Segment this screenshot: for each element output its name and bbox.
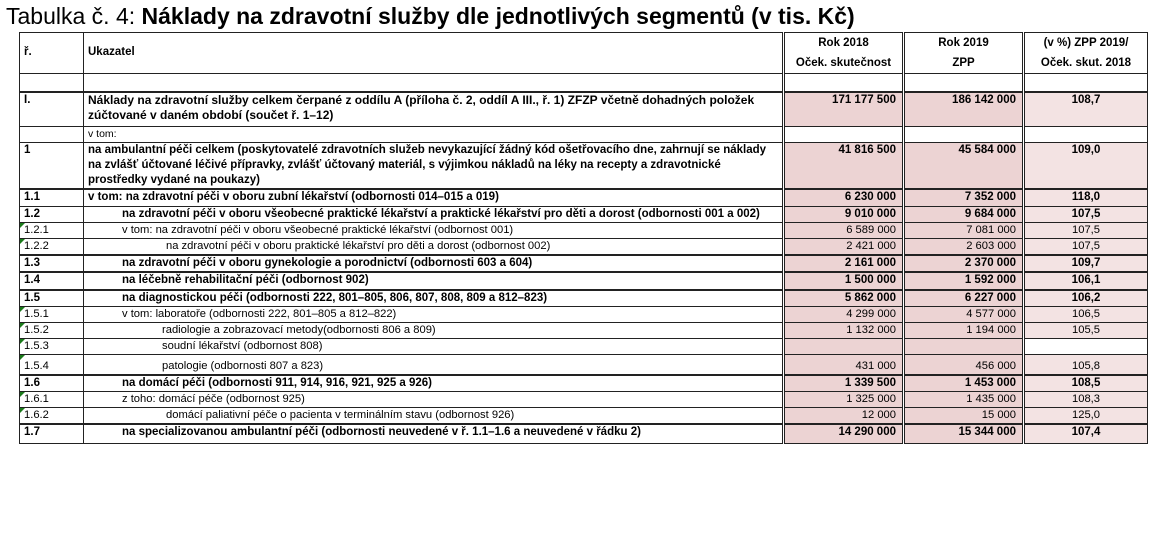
row-code: 1.5	[20, 290, 84, 307]
row-value-2018: 6 589 000	[784, 222, 904, 238]
row-value-2019: 1 435 000	[904, 392, 1024, 408]
row-value-2018: 12 000	[784, 408, 904, 425]
table-row	[20, 408, 1148, 425]
row-code: 1.2	[20, 206, 84, 222]
table-row	[20, 339, 1148, 355]
row-value-2019: 1 194 000	[904, 322, 1024, 338]
table-row	[20, 222, 1148, 238]
caption-prefix: Tabulka č. 4:	[6, 3, 142, 29]
table-caption	[6, 3, 855, 30]
cell-comment-marker	[20, 339, 25, 344]
table-row	[20, 392, 1148, 408]
row-code-text: 1.6.2	[24, 409, 49, 422]
row-code-text: 1.6.1	[24, 393, 49, 406]
row-value-2018: 2 421 000	[784, 238, 904, 255]
row-code-text: 1.2.2	[24, 239, 49, 252]
row-value-2019: 456 000	[904, 355, 1024, 375]
row-code	[20, 126, 84, 142]
row-percent: 107,5	[1024, 206, 1148, 222]
header-2019-line1: Rok 2019	[938, 37, 989, 49]
row-percent: 106,1	[1024, 272, 1148, 289]
row-percent: 109,7	[1024, 255, 1148, 272]
row-value-2019: 15 344 000	[904, 424, 1024, 443]
row-value-2018: 1 325 000	[784, 392, 904, 408]
cell-comment-marker	[20, 355, 25, 360]
spacer-row	[20, 74, 1148, 93]
row-value-2018: 431 000	[784, 355, 904, 375]
row-code: I.	[20, 92, 84, 126]
table-row	[20, 206, 1148, 222]
row-code	[20, 322, 84, 338]
row-code: 1.3	[20, 255, 84, 272]
header-pct-line1: (v %) ZPP 2019/	[1043, 37, 1129, 49]
row-code	[20, 408, 84, 425]
row-label: v tom: na zdravotní péči v oboru všeobecné praktické lékařství (odbornost 001)	[84, 222, 784, 238]
table-row	[20, 322, 1148, 338]
row-value-2019: 7 352 000	[904, 189, 1024, 206]
header-2018-line1: Rok 2018	[818, 37, 869, 49]
row-value-2019: 15 000	[904, 408, 1024, 425]
row-percent: 107,5	[1024, 222, 1148, 238]
row-code-text: 1.5.1	[24, 307, 49, 320]
header-2018	[784, 33, 904, 74]
row-code	[20, 222, 84, 238]
table-row	[20, 424, 1148, 443]
row-code-text: 1.5.3	[24, 340, 49, 353]
cell-comment-marker	[20, 323, 25, 328]
table-row	[20, 306, 1148, 322]
table-row	[20, 290, 1148, 307]
row-code	[20, 339, 84, 355]
row-percent: 105,5	[1024, 322, 1148, 338]
row-label: v tom: laboratoře (odbornosti 222, 801–805 a 812–822)	[84, 306, 784, 322]
cost-table	[19, 32, 1148, 444]
cell-comment-marker	[20, 408, 25, 413]
row-value-2018	[784, 126, 904, 142]
header-ukazatel: Ukazatel	[84, 33, 784, 74]
row-value-2018: 1 132 000	[784, 322, 904, 338]
table-row	[20, 142, 1148, 189]
row-label: na zdravotní péči v oboru praktické lékařství pro děti a dorost (odbornost 002)	[84, 238, 784, 255]
row-code-text: 1.5.2	[24, 323, 49, 336]
row-percent: 107,4	[1024, 424, 1148, 443]
row-percent	[1024, 126, 1148, 142]
row-percent: 106,5	[1024, 306, 1148, 322]
table-row	[20, 238, 1148, 255]
row-value-2018: 14 290 000	[784, 424, 904, 443]
row-code: 1	[20, 142, 84, 189]
table-row	[20, 255, 1148, 272]
row-code: 1.7	[20, 424, 84, 443]
row-value-2019: 2 603 000	[904, 238, 1024, 255]
header-2018-line2: Oček. skutečnost	[795, 57, 892, 69]
row-value-2019: 4 577 000	[904, 306, 1024, 322]
row-code-text: 1.5.4	[24, 359, 49, 372]
row-value-2018: 1 339 500	[784, 375, 904, 392]
row-code: 1.4	[20, 272, 84, 289]
row-code	[20, 392, 84, 408]
row-code-text: 1.2.1	[24, 223, 49, 236]
row-percent: 105,8	[1024, 355, 1148, 375]
row-value-2018: 2 161 000	[784, 255, 904, 272]
header-r: ř.	[20, 33, 84, 74]
row-percent: 107,5	[1024, 238, 1148, 255]
row-value-2018: 171 177 500	[784, 92, 904, 126]
row-label: na domácí péči (odbornosti 911, 914, 916, 921, 925 a 926)	[84, 375, 784, 392]
table-row	[20, 189, 1148, 206]
row-value-2019: 1 453 000	[904, 375, 1024, 392]
header-pct-line2: Oček. skut. 2018	[1040, 57, 1132, 69]
row-label: na léčebně rehabilitační péči (odbornost 902)	[84, 272, 784, 289]
table-row	[20, 355, 1148, 375]
row-value-2018: 4 299 000	[784, 306, 904, 322]
row-label: na zdravotní péči v oboru gynekologie a porodnictví (odbornosti 603 a 604)	[84, 255, 784, 272]
row-value-2019	[904, 339, 1024, 355]
cell-comment-marker	[20, 239, 25, 244]
row-percent: 106,2	[1024, 290, 1148, 307]
row-label: domácí paliativní péče o pacienta v terminálním stavu (odbornost 926)	[84, 408, 784, 425]
row-value-2019: 6 227 000	[904, 290, 1024, 307]
row-code: 1.6	[20, 375, 84, 392]
row-label: radiologie a zobrazovací metody(odbornosti 806 a 809)	[84, 322, 784, 338]
cell-comment-marker	[20, 392, 25, 397]
row-label: patologie (odbornosti 807 a 823)	[84, 355, 784, 375]
row-label: Náklady na zdravotní služby celkem čerpané z oddílu A (příloha č. 2, oddíl A III., ř. 1) ZFZP včetně dohadných položek zúčtované v daném období (součet ř. 1–12)	[84, 92, 784, 126]
row-label: z toho: domácí péče (odbornost 925)	[84, 392, 784, 408]
table-row	[20, 126, 1148, 142]
row-label: v tom:	[84, 126, 784, 142]
row-value-2018: 1 500 000	[784, 272, 904, 289]
row-label: soudní lékařství (odbornost 808)	[84, 339, 784, 355]
row-percent: 109,0	[1024, 142, 1148, 189]
row-value-2018: 41 816 500	[784, 142, 904, 189]
row-label: na ambulantní péči celkem (poskytovatelé zdravotních služeb nevykazující žádný kód ošetřovacího dne, zahrnují se náklady na zvlášť účtované léčivé přípravky, zvlášť účtovaný materiál, s výjimkou nákladů na léky na recepty a zdravotnické prostředky vydané na poukazy)	[84, 142, 784, 189]
row-percent	[1024, 339, 1148, 355]
row-label: na diagnostickou péči (odbornosti 222, 801–805, 806, 807, 808, 809 a 812–823)	[84, 290, 784, 307]
row-value-2019: 45 584 000	[904, 142, 1024, 189]
row-value-2019: 7 081 000	[904, 222, 1024, 238]
row-value-2019: 1 592 000	[904, 272, 1024, 289]
row-code	[20, 355, 84, 375]
row-value-2019: 2 370 000	[904, 255, 1024, 272]
row-code	[20, 306, 84, 322]
row-percent: 118,0	[1024, 189, 1148, 206]
row-percent: 125,0	[1024, 408, 1148, 425]
caption-title: Náklady na zdravotní služby dle jednotlivých segmentů (v tis. Kč)	[141, 3, 855, 29]
row-label: na specializovanou ambulantní péči (odbornosti neuvedené v ř. 1.1–1.6 a neuvedené v řádku 2)	[84, 424, 784, 443]
table-row	[20, 375, 1148, 392]
row-percent: 108,7	[1024, 92, 1148, 126]
row-label: na zdravotní péči v oboru všeobecné praktické lékařství a praktické lékařství pro děti a dorost (odbornosti 001 a 002)	[84, 206, 784, 222]
header-row	[20, 33, 1148, 74]
row-code	[20, 238, 84, 255]
header-pct	[1024, 33, 1148, 74]
cell-comment-marker	[20, 223, 25, 228]
row-percent: 108,3	[1024, 392, 1148, 408]
row-label: v tom: na zdravotní péči v oboru zubní lékařství (odbornosti 014–015 a 019)	[84, 189, 784, 206]
cell-comment-marker	[20, 307, 25, 312]
header-2019	[904, 33, 1024, 74]
row-percent: 108,5	[1024, 375, 1148, 392]
table-row	[20, 92, 1148, 126]
row-value-2019: 9 684 000	[904, 206, 1024, 222]
table-row	[20, 272, 1148, 289]
row-code: 1.1	[20, 189, 84, 206]
row-value-2019	[904, 126, 1024, 142]
row-value-2018: 6 230 000	[784, 189, 904, 206]
row-value-2018: 5 862 000	[784, 290, 904, 307]
header-2019-line2: ZPP	[952, 57, 975, 69]
row-value-2018: 9 010 000	[784, 206, 904, 222]
row-value-2019: 186 142 000	[904, 92, 1024, 126]
row-value-2018	[784, 339, 904, 355]
